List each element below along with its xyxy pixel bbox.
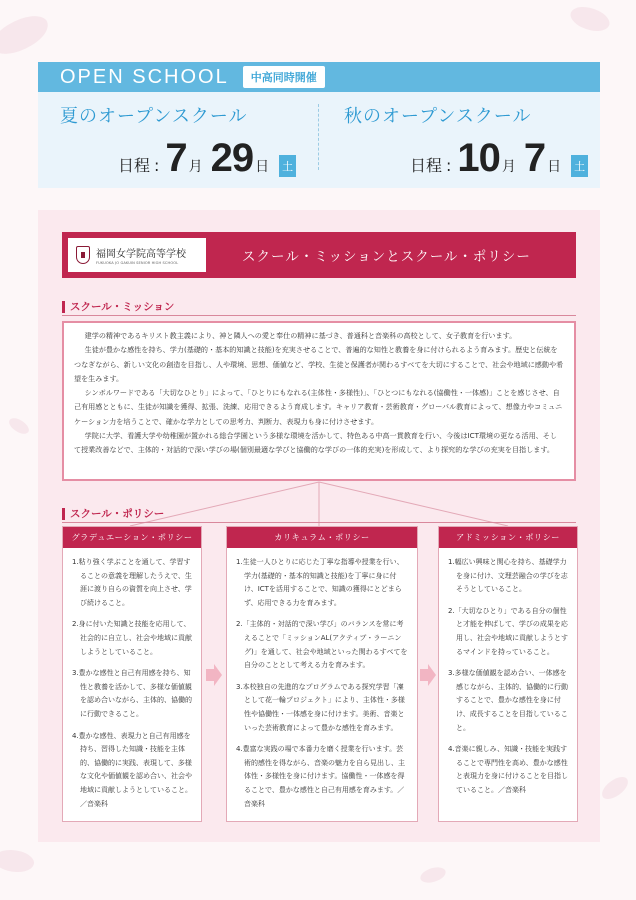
weekday-badge: 土 <box>571 155 588 177</box>
policy-list <box>439 548 577 798</box>
policy-column-title: カリキュラム・ポリシー <box>227 527 417 548</box>
school-crest-icon <box>76 246 90 264</box>
summer-event <box>38 92 318 188</box>
policy-item: 1.粘り強く学ぶことを通して、学習することの意義を理解したうえで、生涯に渡り自らの資質を向上させ、学び続けること。 <box>72 558 192 607</box>
mission-paragraph: シンボルワードである「大切なひとり」によって、「ひとりにもなれる(主体性・多様性)」、「ひとつにもなれる(協働性・一体感)」ことを感じさせ、自己有用感とともに、生徒が知識を獲得、拡張、洗練、応用できるよう育成します。キャリア教育・芸術教育・グローバル教育によって、想像力やコミュニケーション力を培うことで、確かな学力としての思考力、判断力、表現力も身に付けさせます。 <box>74 388 563 426</box>
admission-policy <box>438 526 578 822</box>
mission-heading-text: スクール・ミッション <box>70 301 175 313</box>
petal-decoration <box>567 1 613 38</box>
date-colon: : <box>446 156 452 175</box>
petal-decoration <box>7 414 32 437</box>
policy-item: 1.生徒一人ひとりに応じた丁寧な指導や授業を行い、学力(基礎的・基本的知識と技能)を丁寧に身に付け、ICTを活用することで、知識の獲得にとどまらず、応用できる力を育みます。 <box>236 558 404 607</box>
school-name: 福岡女学院高等学校 <box>96 249 186 260</box>
month-unit: 月 <box>501 159 516 175</box>
policy-item: 2.「大切なひとり」である自分の個性と才能を伸ばして、学びの成果を応用し、社会や地域に貢献しようとするマインドを持っていること。 <box>448 606 568 656</box>
policy-heading-text: スクール・ポリシー <box>70 508 165 520</box>
policy-item: 3.本校独自の先進的なプログラムである探究学習「凜として花一輪プロジェクト」により、主体性・多様性や協働性・一体感を身に付けます。美術、音楽といった芸術教育によって豊かな感性を育みます。 <box>236 682 405 732</box>
school-name-en: FUKUOKA JO GAKUIN SENIOR HIGH SCHOOL <box>96 261 179 265</box>
petal-decoration <box>598 774 632 803</box>
date-month: 10 <box>457 136 500 180</box>
policy-item: 3.多様な価値観を認め合い、一体感を感じながら、主体的、協働的に行動することで、豊かな感性を身に付け、成長することを目指していること。 <box>448 669 568 732</box>
weekday-badge: 土 <box>279 155 296 177</box>
heading-bar <box>62 301 65 313</box>
open-school-header <box>38 62 600 92</box>
open-school-title: OPEN SCHOOL <box>60 65 229 88</box>
mission-heading-line <box>62 315 576 316</box>
date-day: 7 <box>523 136 546 180</box>
curriculum-policy <box>226 526 418 822</box>
policy-list <box>63 548 201 811</box>
petal-decoration <box>0 11 53 60</box>
policy-heading-line <box>62 522 576 523</box>
policy-item: 4.音楽に親しみ、知識・技能を実践することで専門性を高め、豊かな感性と表現力を身に付けることを目指していること。／音楽科 <box>448 745 568 794</box>
autumn-event <box>320 92 600 188</box>
event-date <box>118 138 296 178</box>
simultaneous-badge: 中高同時開催 <box>243 66 325 88</box>
hero-title: スクール・ミッションとスクール・ポリシー <box>242 249 531 265</box>
heading-bar <box>62 508 65 520</box>
petal-decoration <box>0 845 36 877</box>
month-unit: 月 <box>188 159 203 175</box>
policy-item: 1.幅広い興味と関心を持ち、基礎学力を身に付け、文理芸融合の学びを志そうとしていること。 <box>448 558 568 594</box>
date-label: 日程 <box>118 156 151 175</box>
policy-item: 4.豊富な実践の場で本番力を磨く授業を行います。芸術的感性を得ながら、音楽の魅力を自ら見出し、主体性・多様性を身に付けます。協働性・一体感を得ることで、豊かな感性と自己有用感を育みます。／音楽科 <box>236 745 405 808</box>
policy-item: 4.豊かな感性、表現力と自己有用感を持ち、習得した知識・技能を主体的、協働的に実践、表現して、多様な文化や価値観を認め合い、社会や地域に貢献しようとしていること。／音楽科 <box>72 731 192 808</box>
mission-policy-hero <box>62 232 576 278</box>
mission-text-box <box>62 321 576 481</box>
event-name: 秋のオープンスクール <box>344 106 532 127</box>
petal-decoration <box>419 866 447 884</box>
mission-paragraph: 生徒が豊かな感性を持ち、学力(基礎的・基本的知識と技能)を充実させることで、普遍的な知性と教養を身に付けられるよう育みます。歴史と伝統をつなぎながら、新しい文化の創造を目指し、人や環境、思想、価値など、学校、生徒と保護者が関わるすべてを大切にすることで、社会や地域に感動や希望を生みます。 <box>74 345 564 383</box>
date-month: 7 <box>165 136 187 180</box>
date-day: 29 <box>210 136 254 180</box>
event-date <box>410 138 588 178</box>
graduation-policy <box>62 526 202 822</box>
day-unit: 日 <box>255 159 270 175</box>
policy-item: 2.「主体的・対話的で深い学び」のバランスを常に考えることで「ミッションAL(アクティブ・ラーニング)」を通して、社会や地域といった関わるすべてを自分のこととして考える力を育みます。 <box>236 620 408 670</box>
day-unit: 日 <box>547 159 562 175</box>
mission-paragraph: 学院に大学、看護大学や幼稚園が置かれる総合学園という多様な環境を活かして、特色ある中高一貫教育を行い、今後はICT環境の更なる活用、そして授業改善などで、主体的・対話的で深い学びの場(個別最適な学びと協働的な学びの一体的充実)を形成して、より探究的な学びの充実を目指します。 <box>74 431 557 455</box>
policy-column-title: アドミッション・ポリシー <box>439 527 577 548</box>
date-label: 日程 <box>410 156 443 175</box>
event-name: 夏のオープンスクール <box>60 106 248 127</box>
event-divider <box>318 104 319 170</box>
arrow-right-icon <box>206 664 222 686</box>
policy-heading <box>62 506 164 521</box>
arrow-right-icon <box>420 664 436 686</box>
policy-column-title: グラデュエーション・ポリシー <box>63 527 201 548</box>
policy-list <box>227 548 417 811</box>
policy-item: 2.身に付いた知識と技能を応用して、社会的に自立し、社会や地域に貢献しようとしていること。 <box>72 620 192 656</box>
mission-heading <box>62 299 174 314</box>
mission-paragraph: 建学の精神であるキリスト教主義により、神と隣人への愛と奉仕の精神に基づき、普通科と音楽科の高校として、女子教育を行います。 <box>84 331 517 340</box>
policy-item: 3.豊かな感性と自己有用感を持ち、知性と教養を活かして、多様な価値観を認め合いながら、主体的、協働的に行動できること。 <box>72 669 192 718</box>
open-school-banner <box>38 62 600 188</box>
school-logo <box>68 238 206 272</box>
date-colon: : <box>154 156 160 175</box>
